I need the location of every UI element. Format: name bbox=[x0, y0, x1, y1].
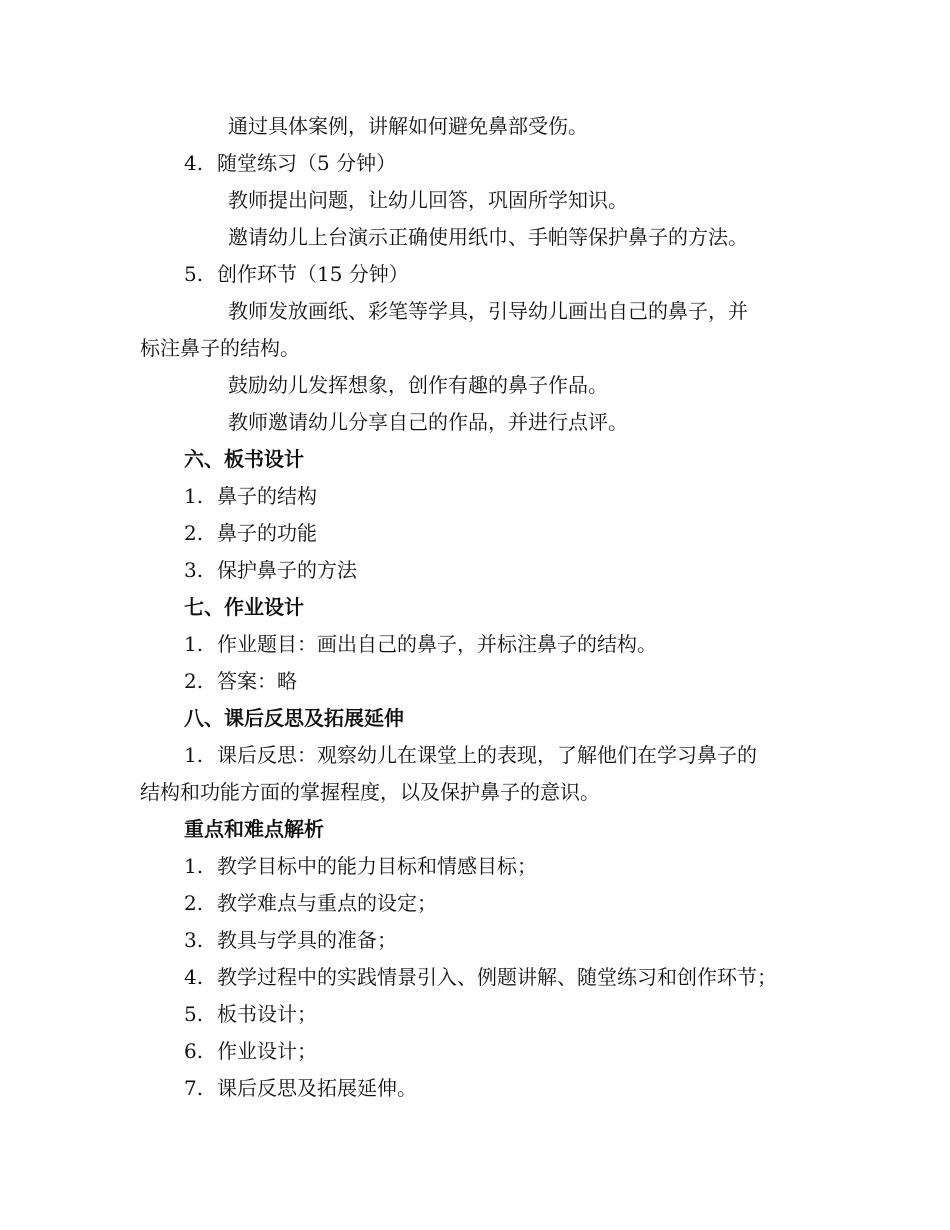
list-number: 4. bbox=[184, 965, 204, 989]
list-text: 教学过程中的实践情景引入、例题讲解、随堂练习和创作环节； bbox=[217, 965, 777, 989]
paragraph: 教师发放画纸、彩笔等学具，引导幼儿画出自己的鼻子，并 bbox=[228, 299, 748, 323]
list-number: 2. bbox=[184, 669, 204, 693]
list-text: 教学目标中的能力目标和情感目标； bbox=[217, 854, 537, 878]
list-item bbox=[140, 996, 820, 1033]
section-heading: 八、课后反思及拓展延伸 bbox=[184, 706, 404, 730]
section-heading: 六、板书设计 bbox=[184, 447, 304, 471]
list-number: 1. bbox=[184, 632, 204, 656]
list-number: 1. bbox=[184, 484, 204, 508]
list-text: 教具与学具的准备； bbox=[217, 928, 397, 952]
list-number: 5. bbox=[184, 262, 204, 286]
list-item bbox=[140, 1070, 820, 1107]
list-text: 答案：略 bbox=[217, 669, 297, 693]
list-text: 保护鼻子的方法 bbox=[217, 558, 357, 582]
list-item bbox=[140, 737, 820, 774]
list-number: 3. bbox=[184, 928, 204, 952]
list-text: 创作环节（15 分钟） bbox=[217, 262, 409, 286]
section-heading: 重点和难点解析 bbox=[184, 817, 324, 841]
list-number: 4. bbox=[184, 151, 204, 175]
list-text: 作业题目：画出自己的鼻子，并标注鼻子的结构。 bbox=[217, 632, 657, 656]
list-text: 鼻子的结构 bbox=[217, 484, 317, 508]
list-number: 7. bbox=[184, 1076, 204, 1100]
list-item bbox=[140, 478, 820, 515]
paragraph: 鼓励幼儿发挥想象，创作有趣的鼻子作品。 bbox=[228, 373, 608, 397]
list-number: 1. bbox=[184, 743, 204, 767]
list-text: 课后反思及拓展延伸。 bbox=[217, 1076, 417, 1100]
list-number: 2. bbox=[184, 891, 204, 915]
list-item bbox=[140, 922, 820, 959]
paragraph: 教师提出问题，让幼儿回答，巩固所学知识。 bbox=[228, 188, 628, 212]
list-text: 作业设计； bbox=[217, 1039, 317, 1063]
paragraph: 通过具体案例，讲解如何避免鼻部受伤。 bbox=[228, 114, 588, 138]
list-text: 鼻子的功能 bbox=[217, 521, 317, 545]
list-number: 2. bbox=[184, 521, 204, 545]
list-number: 5. bbox=[184, 1002, 204, 1026]
list-item bbox=[140, 145, 820, 182]
paragraph-continuation: 标注鼻子的结构。 bbox=[140, 336, 300, 360]
list-text: 课后反思：观察幼儿在课堂上的表现，了解他们在学习鼻子的 bbox=[217, 743, 757, 767]
list-text: 随堂练习（5 分钟） bbox=[217, 151, 397, 175]
list-text: 教学难点与重点的设定； bbox=[217, 891, 437, 915]
list-item bbox=[140, 256, 820, 293]
paragraph: 教师邀请幼儿分享自己的作品，并进行点评。 bbox=[228, 410, 628, 434]
section-heading: 七、作业设计 bbox=[184, 595, 304, 619]
list-item bbox=[140, 515, 820, 552]
list-item bbox=[140, 848, 820, 885]
list-number: 6. bbox=[184, 1039, 204, 1063]
list-item bbox=[140, 1033, 820, 1070]
paragraph: 邀请幼儿上台演示正确使用纸巾、手帕等保护鼻子的方法。 bbox=[228, 225, 748, 249]
list-item bbox=[140, 663, 820, 700]
list-number: 1. bbox=[184, 854, 204, 878]
list-number: 3. bbox=[184, 558, 204, 582]
list-item bbox=[140, 885, 820, 922]
list-item bbox=[140, 552, 820, 589]
paragraph-continuation: 结构和功能方面的掌握程度，以及保护鼻子的意识。 bbox=[140, 780, 600, 804]
list-item bbox=[140, 959, 820, 996]
list-item bbox=[140, 626, 820, 663]
document-body bbox=[140, 108, 820, 1107]
list-text: 板书设计； bbox=[217, 1002, 317, 1026]
